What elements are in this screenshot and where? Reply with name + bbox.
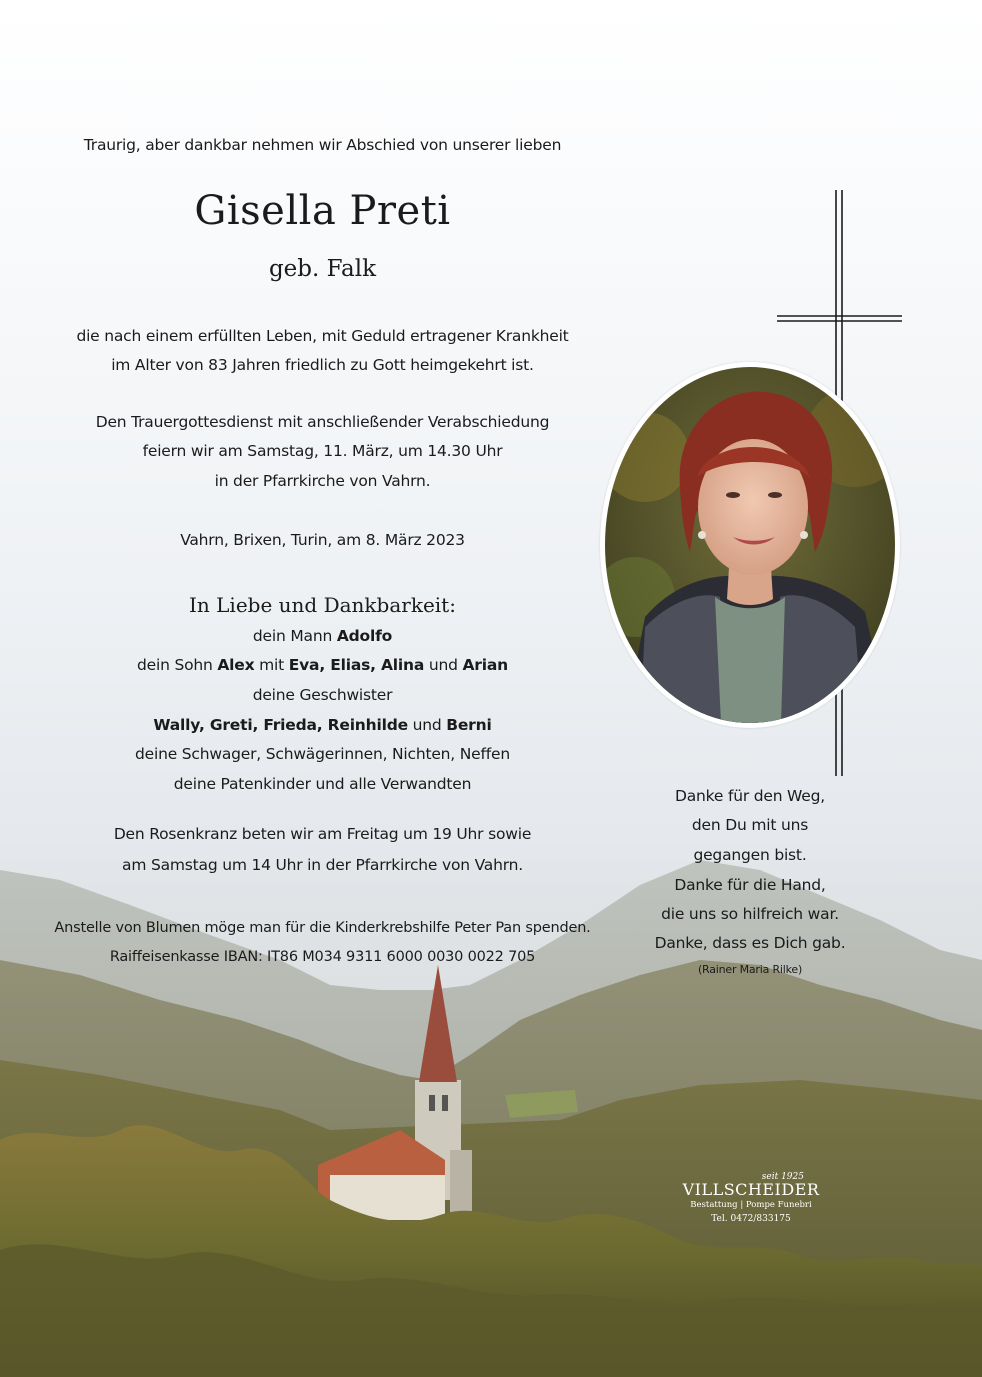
intro-text: Traurig, aber dankbar nehmen wir Abschied von unserer lieben: [83, 136, 562, 154]
logo-since: seit 1925: [761, 1172, 804, 1182]
mourner-connector: ,: [252, 716, 264, 734]
mourner-name: Frieda: [263, 716, 317, 734]
life-text-line-1: die nach einem erfüllten Leben, mit Geduld ertragener Krankheit: [76, 327, 569, 345]
poem-line-6: Danke, dass es Dich gab.: [654, 934, 846, 952]
mourner-name: Berni: [446, 716, 492, 734]
rosary-text-line-1: Den Rosenkranz beten wir am Freitag um 19 Uhr sowie: [113, 825, 532, 843]
mourner-connector: ,: [319, 656, 331, 674]
poem-line-5: die uns so hilfreich war.: [661, 905, 839, 923]
poem-line-1: Danke für den Weg,: [675, 787, 825, 805]
mourner-name: Greti: [209, 716, 253, 734]
service-text-line-2: feiern wir am Samstag, 11. März, um 14.30 Uhr: [142, 442, 503, 460]
mourner-connector: ,: [316, 716, 328, 734]
mourner-name: Arian: [462, 656, 508, 674]
poem-line-3: gegangen bist.: [693, 846, 807, 864]
donation-text-line-2: Raiffeisenkasse IBAN: IT86 M034 9311 6000 0030 0022 705: [109, 949, 536, 965]
logo-tagline: Bestattung | Pompe Funebri: [690, 1200, 812, 1210]
rosary-text-line-2: am Samstag um 14 Uhr in der Pfarrkirche von Vahrn.: [122, 856, 523, 874]
service-text-line-3: in der Pfarrkirche von Vahrn.: [214, 472, 431, 490]
mourner-husband: [40, 627, 605, 645]
mourner-connector: ,: [198, 716, 210, 734]
mourner-name: Eva: [288, 656, 320, 674]
poem-line-4: Danke für die Hand,: [674, 876, 826, 894]
mourner-siblings-label: deine Geschwister: [252, 686, 393, 704]
mourner-inlaws: deine Schwager, Schwägerinnen, Nichten, Neffen: [135, 745, 510, 763]
mourner-name: Wally: [153, 716, 199, 734]
mourner-label: dein Mann: [252, 627, 337, 645]
maiden-name: geb. Falk: [268, 256, 377, 282]
place-date: Vahrn, Brixen, Turin, am 8. März 2023: [180, 531, 465, 549]
mourner-label: dein Sohn: [137, 656, 218, 674]
poem-author: (Rainer Maria Rilke): [697, 963, 803, 976]
poem-column: [640, 0, 860, 1000]
mourner-name: Alina: [381, 656, 425, 674]
mourner-son: [40, 656, 605, 674]
mourners-heading: In Liebe und Dankbarkeit:: [189, 593, 456, 617]
logo-phone: Tel. 0472/833175: [711, 1214, 791, 1224]
mourner-name: Alex: [217, 656, 255, 674]
mourner-connector: mit: [254, 656, 289, 674]
mourner-connector: und: [424, 656, 463, 674]
life-text-line-2: im Alter von 83 Jahren friedlich zu Gott heimgekehrt ist.: [111, 356, 534, 374]
undertaker-logo: [676, 1172, 826, 1224]
service-text-line-1: Den Trauergottesdienst mit anschließender Verabschiedung: [95, 413, 550, 431]
main-text-column: [40, 0, 605, 1377]
mourner-name: Reinhilde: [327, 716, 408, 734]
mourner-name: Elias: [330, 656, 371, 674]
mourner-connector: und: [407, 716, 447, 734]
mourner-name: Adolfo: [336, 627, 393, 645]
mourner-connector: ,: [370, 656, 382, 674]
mourner-siblings: [40, 716, 605, 734]
mourner-others: deine Patenkinder und alle Verwandten: [173, 775, 472, 793]
donation-text-line-1: Anstelle von Blumen möge man für die Kinderkrebshilfe Peter Pan spenden.: [54, 920, 591, 936]
logo-name: VILLSCHEIDER: [682, 1180, 820, 1199]
deceased-name: Gisella Preti: [194, 188, 451, 234]
poem-line-2: den Du mit uns: [691, 816, 809, 834]
